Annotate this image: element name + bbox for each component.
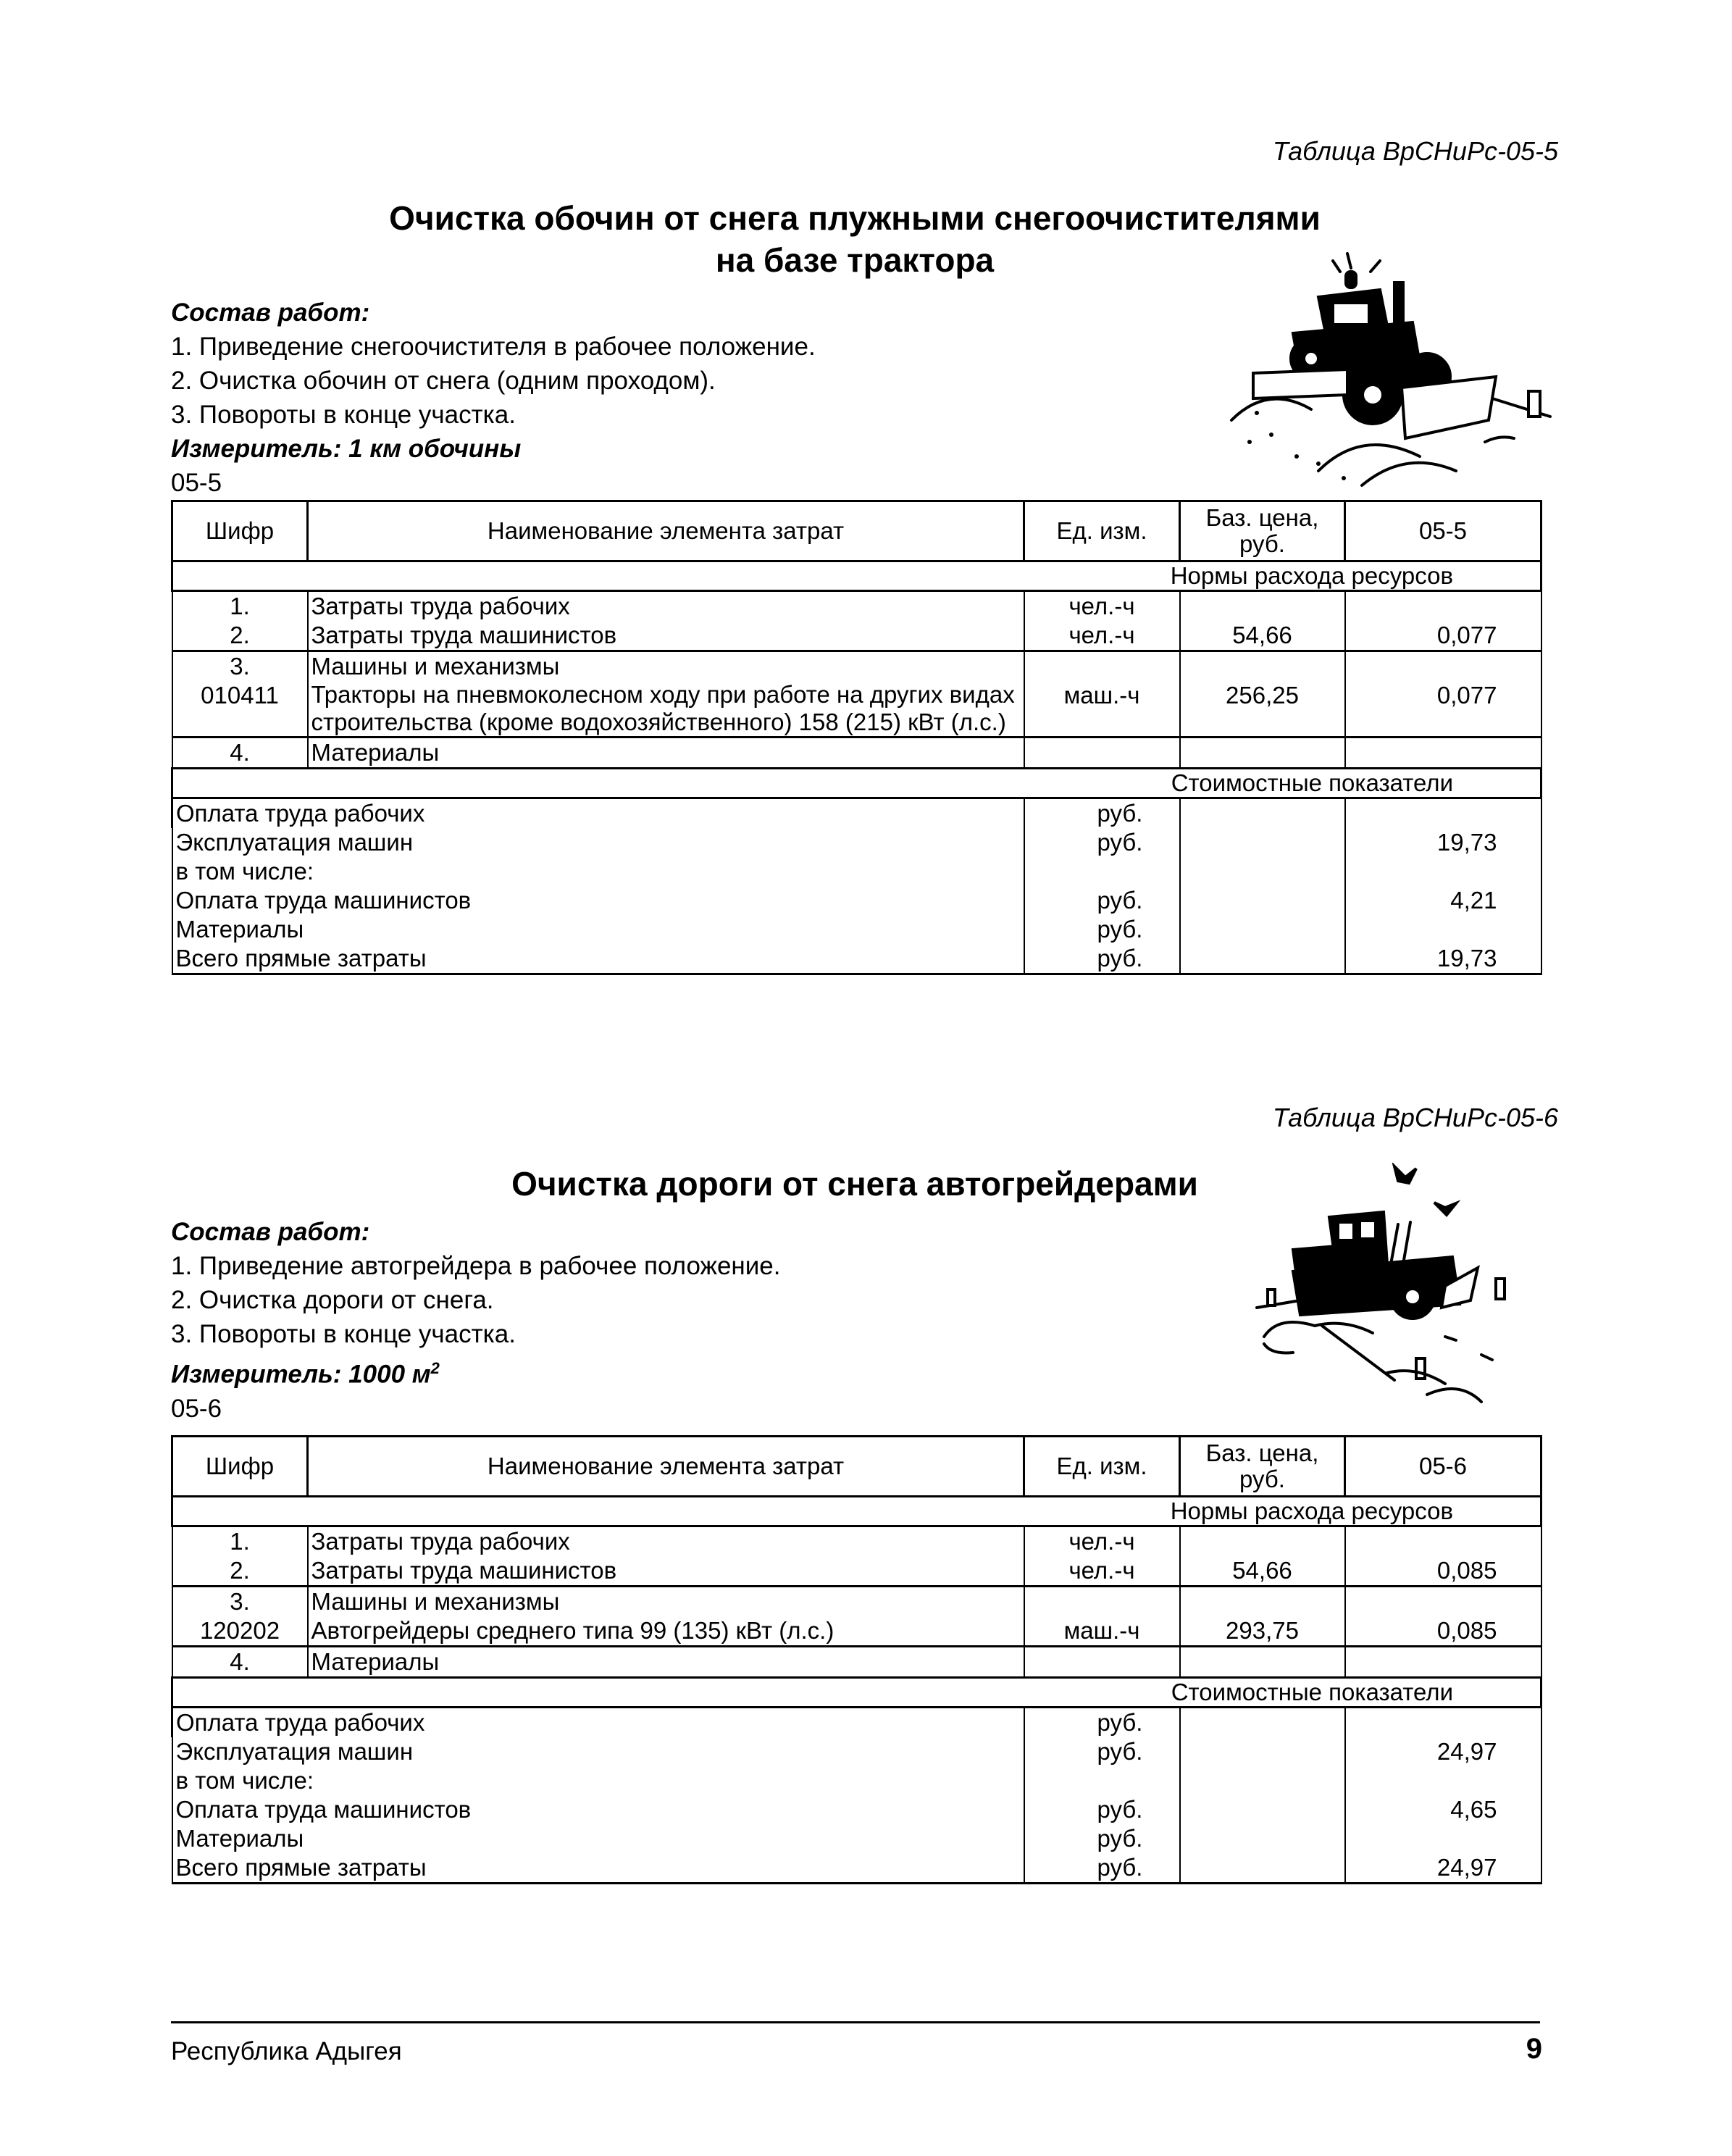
cost-label: Оплата труда машинистов <box>172 886 1024 915</box>
cost-band: Стоимостные показатели <box>172 769 1541 798</box>
row-price <box>1180 591 1345 622</box>
table-row <box>172 1556 1541 1587</box>
row-name: Затраты труда машинистов <box>308 621 1024 651</box>
cost-row <box>172 886 1541 915</box>
cost-row <box>172 915 1541 944</box>
row-name: Машины и механизмы <box>308 1587 1024 1617</box>
table-header-row <box>172 501 1541 561</box>
cost-unit: руб. <box>1024 1824 1180 1853</box>
cost-label: Эксплуатация машин <box>172 1737 1024 1766</box>
cost-row <box>172 828 1541 857</box>
col-header-price: Баз. цена, руб. <box>1180 1437 1345 1497</box>
row-norm: 0,085 <box>1345 1556 1541 1587</box>
col-header-name: Наименование элемента затрат <box>308 501 1024 561</box>
cost-label: Оплата труда рабочих <box>172 798 1024 829</box>
cost-value: 24,97 <box>1345 1853 1541 1884</box>
meter-label <box>171 1351 781 1392</box>
cost-row <box>172 798 1541 829</box>
table-row <box>172 681 1541 738</box>
cost-value: 4,65 <box>1345 1795 1541 1824</box>
table-code: 05-6 <box>171 1394 222 1423</box>
cost-value: 19,73 <box>1345 828 1541 857</box>
cost-band-row <box>172 769 1541 798</box>
cost-row <box>172 1795 1541 1824</box>
cost-row <box>172 1766 1541 1795</box>
cost-unit: руб. <box>1024 798 1180 829</box>
cost-label: в том числе: <box>172 857 1024 886</box>
row-price: 54,66 <box>1180 1556 1345 1587</box>
row-code: 010411 <box>172 681 308 738</box>
work-item: 2. Очистка обочин от снега (одним проходом). <box>171 367 716 395</box>
col-header-name: Наименование элемента затрат <box>308 1437 1024 1497</box>
cost-row <box>172 1708 1541 1738</box>
row-code: 4. <box>172 1647 308 1678</box>
row-unit: чел.-ч <box>1024 591 1180 622</box>
norms-band-row <box>172 1497 1541 1526</box>
work-composition <box>171 1215 781 1426</box>
cost-label: Всего прямые затраты <box>172 1853 1024 1884</box>
row-unit: чел.-ч <box>1024 621 1180 651</box>
table-row <box>172 1526 1541 1557</box>
row-name: Машины и механизмы <box>308 651 1024 682</box>
row-unit: маш.-ч <box>1024 681 1180 738</box>
resource-table <box>171 500 1542 975</box>
table-row <box>172 1587 1541 1617</box>
section-title-line: Очистка обочин от снега плужными снегоочистителями <box>389 199 1321 237</box>
row-name: Материалы <box>308 1647 1024 1678</box>
footer-divider <box>171 2021 1540 2023</box>
cost-band-row <box>172 1678 1541 1708</box>
meter-label <box>171 432 816 466</box>
row-norm <box>1345 591 1541 622</box>
row-price <box>1180 1526 1345 1557</box>
cost-value: 19,73 <box>1345 944 1541 974</box>
row-code: 3. <box>172 651 308 682</box>
row-code: 1. <box>172 591 308 622</box>
cost-unit <box>1024 1766 1180 1795</box>
row-price: 293,75 <box>1180 1616 1345 1647</box>
row-name: Автогрейдеры среднего типа 99 (135) кВт (л.с.) <box>308 1616 1024 1647</box>
meter-superscript: 2 <box>430 1359 440 1377</box>
cost-value <box>1345 915 1541 944</box>
col-header-code: Шифр <box>172 1437 308 1497</box>
work-item: 3. Повороты в конце участка. <box>171 1320 516 1348</box>
row-name: Тракторы на пневмоколесном ходу при работе на других видах строительства (кроме водохозяйственного) 158 (215) кВт (л.с.) <box>308 681 1024 738</box>
motor-grader-illustration <box>1250 1163 1547 1438</box>
cost-value <box>1345 1824 1541 1853</box>
cost-unit: руб. <box>1024 1853 1180 1884</box>
row-name: Затраты труда рабочих <box>308 1526 1024 1557</box>
row-code: 2. <box>172 621 308 651</box>
table-row <box>172 1647 1541 1678</box>
cost-unit: руб. <box>1024 944 1180 974</box>
col-header-unit: Ед. изм. <box>1024 1437 1180 1497</box>
col-header-code: Шифр <box>172 501 308 561</box>
table-row <box>172 651 1541 682</box>
cost-row <box>172 857 1541 886</box>
table-row <box>172 1616 1541 1647</box>
table-caption: Таблица ВрСНиРс-05-5 <box>1272 136 1558 166</box>
row-norm: 0,077 <box>1345 621 1541 651</box>
cost-band: Стоимостные показатели <box>172 1678 1541 1708</box>
cost-value <box>1345 1766 1541 1795</box>
row-unit: чел.-ч <box>1024 1556 1180 1587</box>
cost-value <box>1345 798 1541 829</box>
col-header-norm: 05-6 <box>1345 1437 1541 1497</box>
cost-label: Оплата труда рабочих <box>172 1708 1024 1738</box>
col-header-norm: 05-5 <box>1345 501 1541 561</box>
row-code: 4. <box>172 738 308 769</box>
work-heading: Состав работ: <box>171 1218 370 1246</box>
work-item: 3. Повороты в конце участка. <box>171 401 516 429</box>
work-item: 2. Очистка дороги от снега. <box>171 1286 494 1314</box>
cost-label: Материалы <box>172 1824 1024 1853</box>
cost-value <box>1345 857 1541 886</box>
cost-label: Всего прямые затраты <box>172 944 1024 974</box>
row-norm: 0,085 <box>1345 1616 1541 1647</box>
row-norm: 0,077 <box>1345 681 1541 738</box>
meter-text: Измеритель: 1 км обочины <box>171 435 522 463</box>
footer-region: Республика Адыгея <box>171 2037 402 2065</box>
col-header-price: Баз. цена, руб. <box>1180 501 1345 561</box>
section-title-line: на базе трактора <box>715 241 995 279</box>
cost-unit: руб. <box>1024 1795 1180 1824</box>
row-price: 256,25 <box>1180 681 1345 738</box>
resource-table <box>171 1435 1542 1884</box>
cost-row <box>172 1737 1541 1766</box>
meter-text: Измеритель: 1000 м <box>171 1360 431 1389</box>
table-row <box>172 591 1541 622</box>
cost-unit: руб. <box>1024 1737 1180 1766</box>
cost-value: 24,97 <box>1345 1737 1541 1766</box>
table-caption: Таблица ВрСНиРс-05-6 <box>1272 1103 1558 1132</box>
cost-value <box>1345 1708 1541 1738</box>
row-code: 120202 <box>172 1616 308 1647</box>
row-name: Затраты труда рабочих <box>308 591 1024 622</box>
table-row <box>172 738 1541 769</box>
row-code: 2. <box>172 1556 308 1587</box>
row-name: Затраты труда машинистов <box>308 1556 1024 1587</box>
cost-unit: руб. <box>1024 828 1180 857</box>
norms-band: Нормы расхода ресурсов <box>172 561 1541 591</box>
row-unit: чел.-ч <box>1024 1526 1180 1557</box>
cost-row <box>172 1824 1541 1853</box>
row-price: 54,66 <box>1180 621 1345 651</box>
work-item: 1. Приведение снегоочистителя в рабочее положение. <box>171 333 816 361</box>
row-name: Материалы <box>308 738 1024 769</box>
cost-label: Материалы <box>172 915 1024 944</box>
cost-unit: руб. <box>1024 915 1180 944</box>
cost-unit <box>1024 857 1180 886</box>
col-header-unit: Ед. изм. <box>1024 501 1180 561</box>
row-code: 1. <box>172 1526 308 1557</box>
row-code: 3. <box>172 1587 308 1617</box>
section-title-line: Очистка дороги от снега автогрейдерами <box>511 1165 1198 1203</box>
cost-value: 4,21 <box>1345 886 1541 915</box>
work-item: 1. Приведение автогрейдера в рабочее положение. <box>171 1252 781 1280</box>
cost-unit: руб. <box>1024 886 1180 915</box>
norms-band-row <box>172 561 1541 591</box>
table-row <box>172 621 1541 651</box>
cost-label: Оплата труда машинистов <box>172 1795 1024 1824</box>
tractor-snowplow-illustration <box>1217 239 1565 500</box>
row-unit: маш.-ч <box>1024 1616 1180 1647</box>
table-header-row <box>172 1437 1541 1497</box>
page-number: 9 <box>1526 2033 1542 2065</box>
cost-row <box>172 1853 1541 1884</box>
row-norm <box>1345 1526 1541 1557</box>
cost-row <box>172 944 1541 974</box>
cost-label: Эксплуатация машин <box>172 828 1024 857</box>
cost-unit: руб. <box>1024 1708 1180 1738</box>
work-composition <box>171 296 816 500</box>
cost-label: в том числе: <box>172 1766 1024 1795</box>
norms-band: Нормы расхода ресурсов <box>172 1497 1541 1526</box>
work-heading: Состав работ: <box>171 298 370 327</box>
table-code: 05-5 <box>171 469 222 497</box>
